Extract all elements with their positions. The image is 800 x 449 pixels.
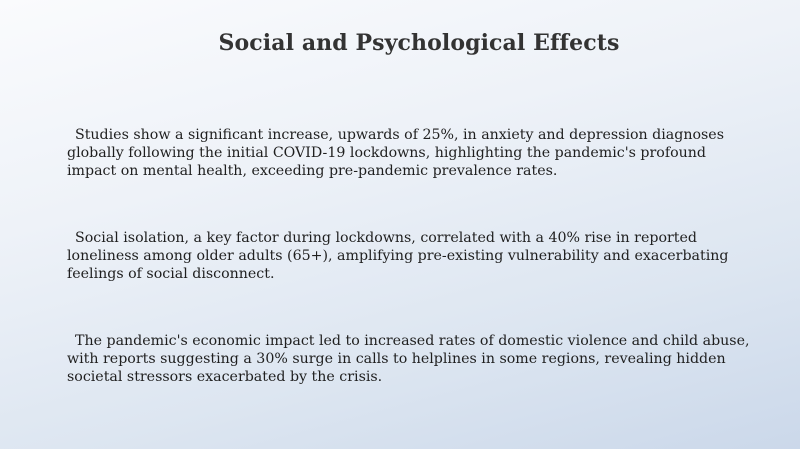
paragraph-mental-health: Studies show a significant increase, upwards of 25%, in anxiety and depression diagnoses globally following the initial COVID-19 lockdowns, highlighting the pandemic's profound impact on mental health, exceeding pre-pandemic prevalence rates.	[67, 127, 724, 179]
paragraph-domestic-violence: The pandemic's economic impact led to increased rates of domestic violence and child abuse, with reports suggesting a 30% surge in calls to helplines in some regions, revealing hidden societal stressors exacerbated by the crisis.	[67, 333, 750, 385]
paragraph-social-isolation: Social isolation, a key factor during lockdowns, correlated with a 40% rise in reported loneliness among older adults (65+), amplifying pre-existing vulnerability and exacerbating feelings of social disconnect.	[67, 230, 729, 282]
slide-title: Social and Psychological Effects	[218, 30, 620, 56]
